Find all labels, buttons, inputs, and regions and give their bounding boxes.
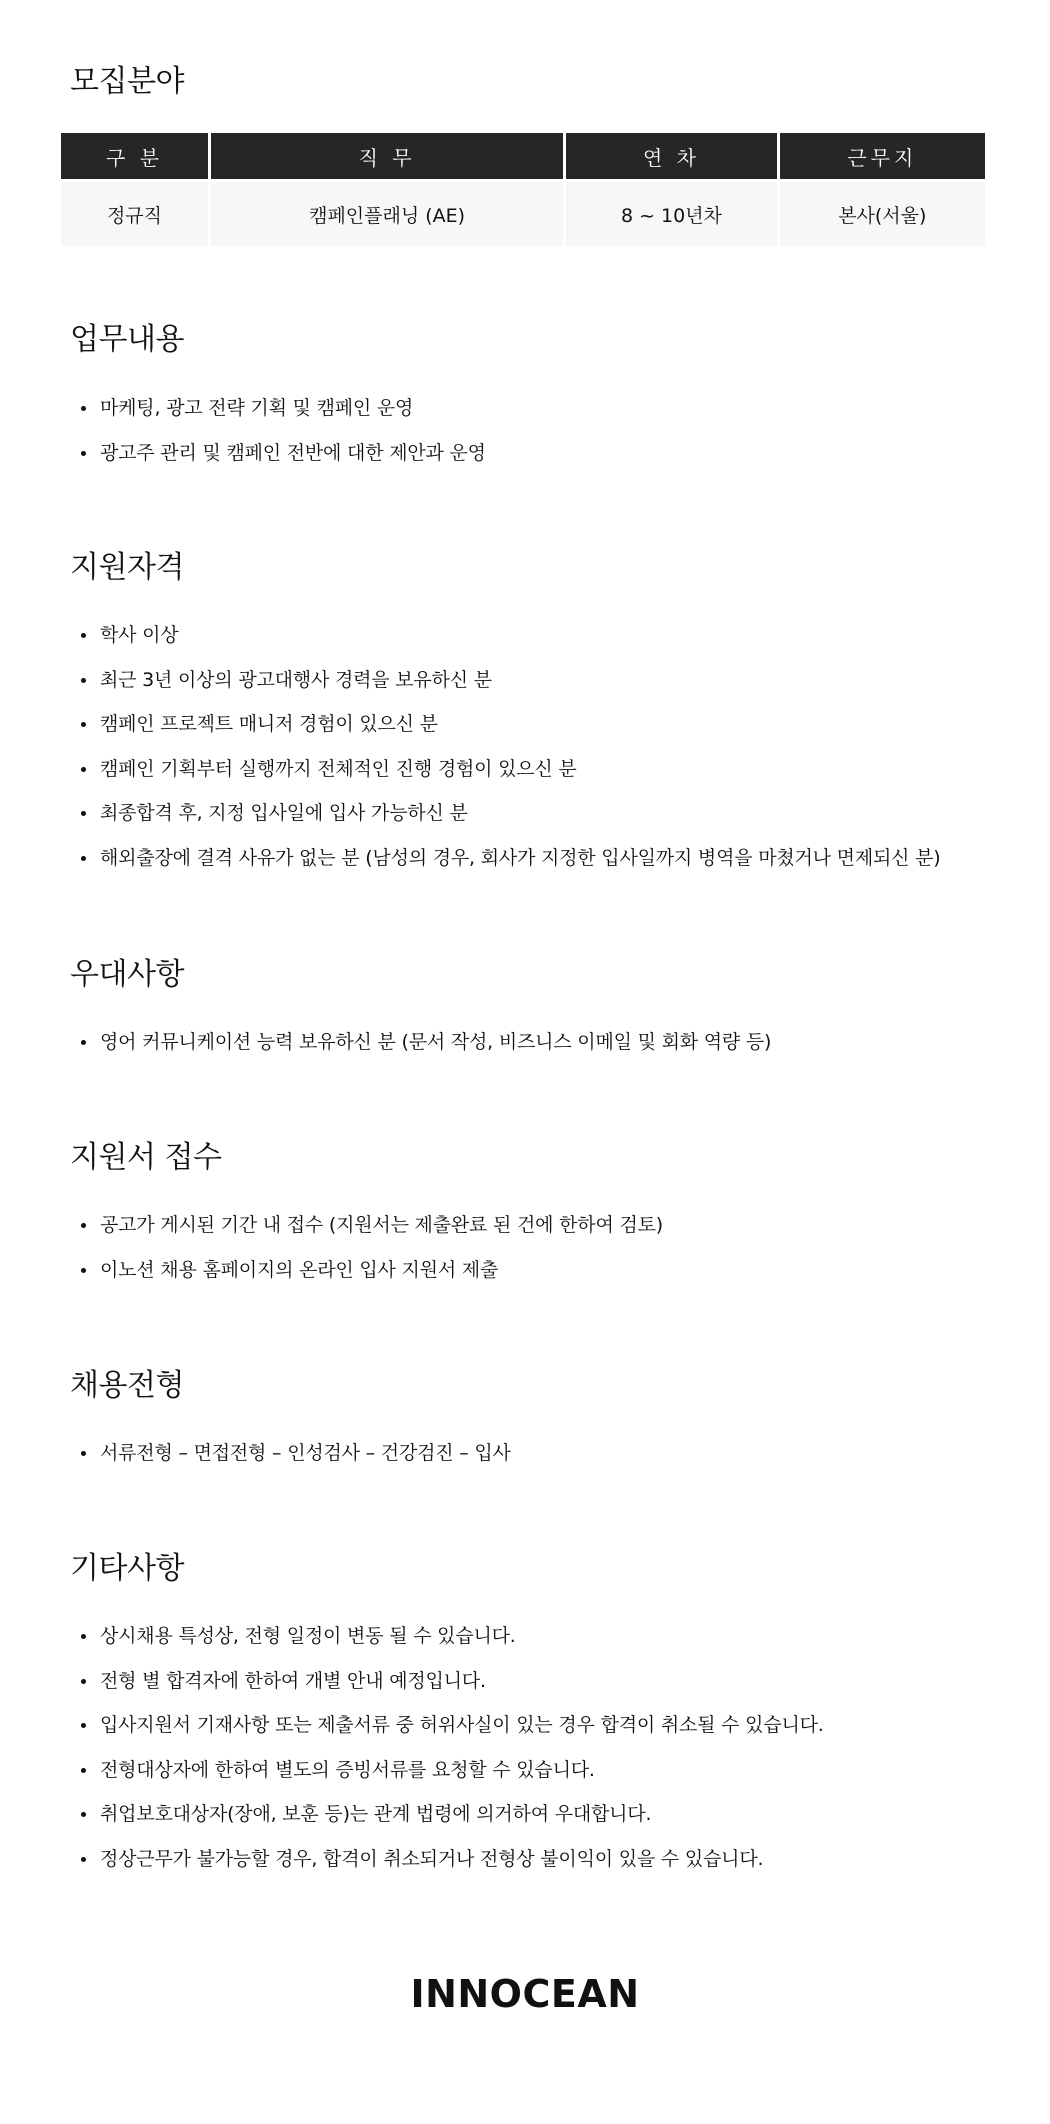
list-item: 이노션 채용 홈페이지의 온라인 입사 지원서 제출 xyxy=(80,1255,663,1300)
application-list xyxy=(80,1210,663,1299)
list-item: 학사 이상 xyxy=(80,620,941,665)
table-header-row xyxy=(61,133,985,179)
list-item: 최종합격 후, 지정 입사일에 입사 가능하신 분 xyxy=(80,798,941,843)
list-item: 서류전형 – 면접전형 – 인성검사 – 건강검진 – 입사 xyxy=(80,1438,511,1483)
list-item: 최근 3년 이상의 광고대행사 경력을 보유하신 분 xyxy=(80,665,941,710)
list-item: 상시채용 특성상, 전형 일정이 변동 될 수 있습니다. xyxy=(80,1621,824,1666)
section-title-duties: 업무내용 xyxy=(70,322,184,357)
list-item: 공고가 게시된 기간 내 접수 (지원서는 제출완료 된 건에 한하여 검토) xyxy=(80,1210,663,1255)
list-item: 영어 커뮤니케이션 능력 보유하신 분 (문서 작성, 비즈니스 이메일 및 회화 역량 등) xyxy=(80,1027,771,1072)
section-title-process: 채용전형 xyxy=(70,1368,184,1403)
list-item: 전형 별 합격자에 한하여 개별 안내 예정입니다. xyxy=(80,1666,824,1711)
preferred-list xyxy=(80,1027,771,1072)
table-cell-location: 본사(서울) xyxy=(780,179,985,246)
section-title-application: 지원서 접수 xyxy=(70,1140,222,1175)
list-item: 해외출장에 결격 사유가 없는 분 (남성의 경우, 회사가 지정한 입사일까지 병역을 마쳤거나 면제되신 분) xyxy=(80,843,941,888)
list-item: 전형대상자에 한하여 별도의 증빙서류를 요청할 수 있습니다. xyxy=(80,1755,824,1800)
list-item: 정상근무가 불가능할 경우, 합격이 취소되거나 전형상 불이익이 있을 수 있습니다. xyxy=(80,1844,824,1889)
list-item: 입사지원서 기재사항 또는 제출서류 중 허위사실이 있는 경우 합격이 취소될 수 있습니다. xyxy=(80,1710,824,1755)
recruit-field-table xyxy=(58,133,988,246)
table-header-category: 구 분 xyxy=(61,133,208,179)
list-item: 캠페인 프로젝트 매니저 경험이 있으신 분 xyxy=(80,709,941,754)
list-item: 캠페인 기획부터 실행까지 전체적인 진행 경험이 있으신 분 xyxy=(80,754,941,799)
qualifications-list xyxy=(80,620,941,887)
table-header-location: 근무지 xyxy=(780,133,985,179)
list-item: 취업보호대상자(장애, 보훈 등)는 관계 법령에 의거하여 우대합니다. xyxy=(80,1799,824,1844)
section-title-preferred: 우대사항 xyxy=(70,957,184,992)
duties-list xyxy=(80,393,486,482)
list-item: 광고주 관리 및 캠페인 전반에 대한 제안과 운영 xyxy=(80,438,486,483)
table-header-experience: 연 차 xyxy=(566,133,776,179)
table-cell-position: 캠페인플래닝 (AE) xyxy=(211,179,563,246)
section-title-recruit-field: 모집분야 xyxy=(70,64,184,99)
etc-list xyxy=(80,1621,824,1888)
process-list xyxy=(80,1438,511,1483)
table-header-position: 직 무 xyxy=(211,133,563,179)
list-item: 마케팅, 광고 전략 기획 및 캠페인 운영 xyxy=(80,393,486,438)
table-cell-experience: 8 ~ 10년차 xyxy=(566,179,776,246)
table-cell-category: 정규직 xyxy=(61,179,208,246)
section-title-etc: 기타사항 xyxy=(70,1551,184,1586)
section-title-qualifications: 지원자격 xyxy=(70,550,184,585)
innocean-logo: INNOCEAN xyxy=(410,1972,640,2016)
table-row xyxy=(61,179,985,246)
